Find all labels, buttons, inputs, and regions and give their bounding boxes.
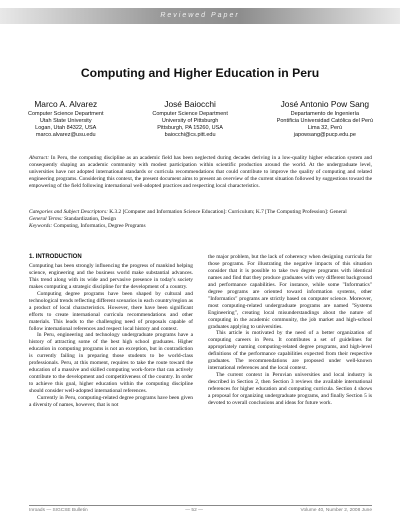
author-name: José Baiocchi — [164, 99, 216, 109]
author-affiliation: Pontificia Universidad Católica del Perú — [276, 118, 373, 124]
author-1 — [28, 99, 104, 139]
author-email: marco.alvarez@usu.edu — [35, 132, 96, 138]
categories-block — [29, 209, 372, 230]
author-email: baiocchi@cs.pitt.edu — [164, 132, 216, 138]
general-terms-label: General Terms: — [29, 215, 63, 222]
author-2 — [152, 99, 228, 139]
author-affiliation: University of Pittsburgh — [161, 118, 219, 124]
footer-volume: Volume 40, Number 2, 2008 June — [300, 508, 372, 513]
abstract-label: Abstract: — [29, 155, 50, 161]
author-address: Logan, Utah 84322, USA — [35, 125, 97, 131]
general-terms-line — [29, 216, 372, 223]
author-address: Pittsburgh, PA 15260, USA — [157, 125, 223, 131]
author-affiliation: Departamento de Ingeniería — [290, 111, 360, 117]
paragraph: The current context in Peruvian universities and local industry is described in Section 2, then Section 3 reviews the available international references for higher education and computing curricula. Section 4 shows a proposal for organizing undergraduate programs, and finally Section 5 is devoted to overall conclusions and ideas for future work. — [208, 372, 372, 407]
categories-line — [29, 209, 372, 216]
author-block — [28, 99, 373, 139]
footer-page-number: — 52 — — [185, 508, 203, 513]
categories-text: K.3.2 [Computer and Information Science Education]: Curriculum; K.7 [The Computing Profession]: General — [109, 209, 347, 215]
author-affiliation: Computer Science Department — [28, 111, 104, 117]
keywords-line — [29, 223, 372, 230]
abstract-text: In Peru, the computing discipline as an academic field has been neglected during decades deriving in a low-quality higher education system and consequently shaping an academic community with modest participation within scientific production around the world. At the undergraduate level, universities have not adopted international standards or curricula recommendations that could contribute to improve the quality of computing and related engineering programs. Considering this context, the present document aims to present an overview of the current situation followed by suggestions toward the empowering of the field following international well-adopted practices and respecting local characteristics. — [29, 155, 372, 189]
page-footer — [29, 505, 372, 513]
right-column — [208, 254, 372, 409]
keywords-text: Computing, Informatics, Degree Programs — [53, 222, 146, 229]
author-address: Lima 32, Perú — [307, 125, 342, 131]
reviewed-paper-banner — [0, 8, 400, 24]
left-column — [29, 254, 193, 409]
section-heading: 1. INTRODUCTION — [29, 254, 82, 260]
paper-title: Computing and Higher Education in Peru — [80, 66, 320, 80]
paragraph: Computing has been strongly influencing the progress of mankind helping science, engineering and the business world make substantial advances. This trend along with its wide and pervasive presence in today's society makes computing a strategic discipline for the development of a country. — [29, 262, 193, 290]
paragraph: the major problem, but the lack of coherency when designing curricula for those programs. For illustrating the negative impacts of this situation consider that it is possible to take two degree programs with identical names and find that they produce graduates with very different background and performance capabilities. For instance, while some "Informatics" degree programs are oriented toward information systems, other "Informatics" programs are strictly based on computer science. Moreover, most computing-related undergraduate programs are named "Systems Engineering", creating local misunderstandings about the nature of computing in the academic community, the job market and high-school graduates applying to universities. — [208, 254, 372, 330]
author-name: José Antonio Pow Sang — [280, 99, 370, 109]
author-affiliation: Computer Science Department — [152, 111, 228, 117]
footer-journal: Inroads — SIGCSE Bulletin — [29, 508, 88, 513]
banner-text: Reviewed Paper — [160, 12, 240, 19]
author-3 — [277, 99, 373, 139]
paragraph: In Peru, engineering and technology undergraduate programs have a history of attracting some of the best high school graduates. Higher education in computing programs is not an exception, but in contradiction is currently failing in preparing those students to be world-class professionals. Peru, at this moment, requires to take the route toward the education of a massive and skilled computing work-force that can actively contribute to the development and competitiveness of the country. In order to achieve this goal, higher education within the computing discipline should consider well-adopted international references. — [29, 332, 193, 395]
paragraph: Computing degree programs have been shaped by cultural and technological trends reflecting different scenarios in each country/region as a product of local characteristics. However, there have been significant efforts to create international curricula recommendations and other materials. This leads to the challenging need of proposals capable of follow international references and respect local history and context. — [29, 290, 193, 332]
paragraph: This article is motivated by the need of a better organization of computing careers in Peru. It contributes a set of guidelines for appropriately naming computing-related degree programs, and high-level definitions of the performance capabilities expected from their respective graduates. The recommendations are proposed under well-known international references and the local context. — [208, 330, 372, 372]
paragraph: Currently in Peru, computing-related degree programs have been given a diversity of names, however, that is not — [29, 395, 193, 409]
general-terms-text: Standardization, Design — [64, 215, 116, 222]
abstract — [29, 155, 372, 190]
author-name: Marco A. Alvarez — [34, 99, 98, 109]
author-affiliation: Utah State University — [39, 118, 92, 124]
body-columns — [29, 254, 372, 409]
categories-label: Categories and Subject Descriptors: — [29, 209, 108, 215]
author-email: japowsang@pucp.edu.pe — [293, 132, 356, 138]
keywords-label: Keywords: — [29, 222, 53, 229]
